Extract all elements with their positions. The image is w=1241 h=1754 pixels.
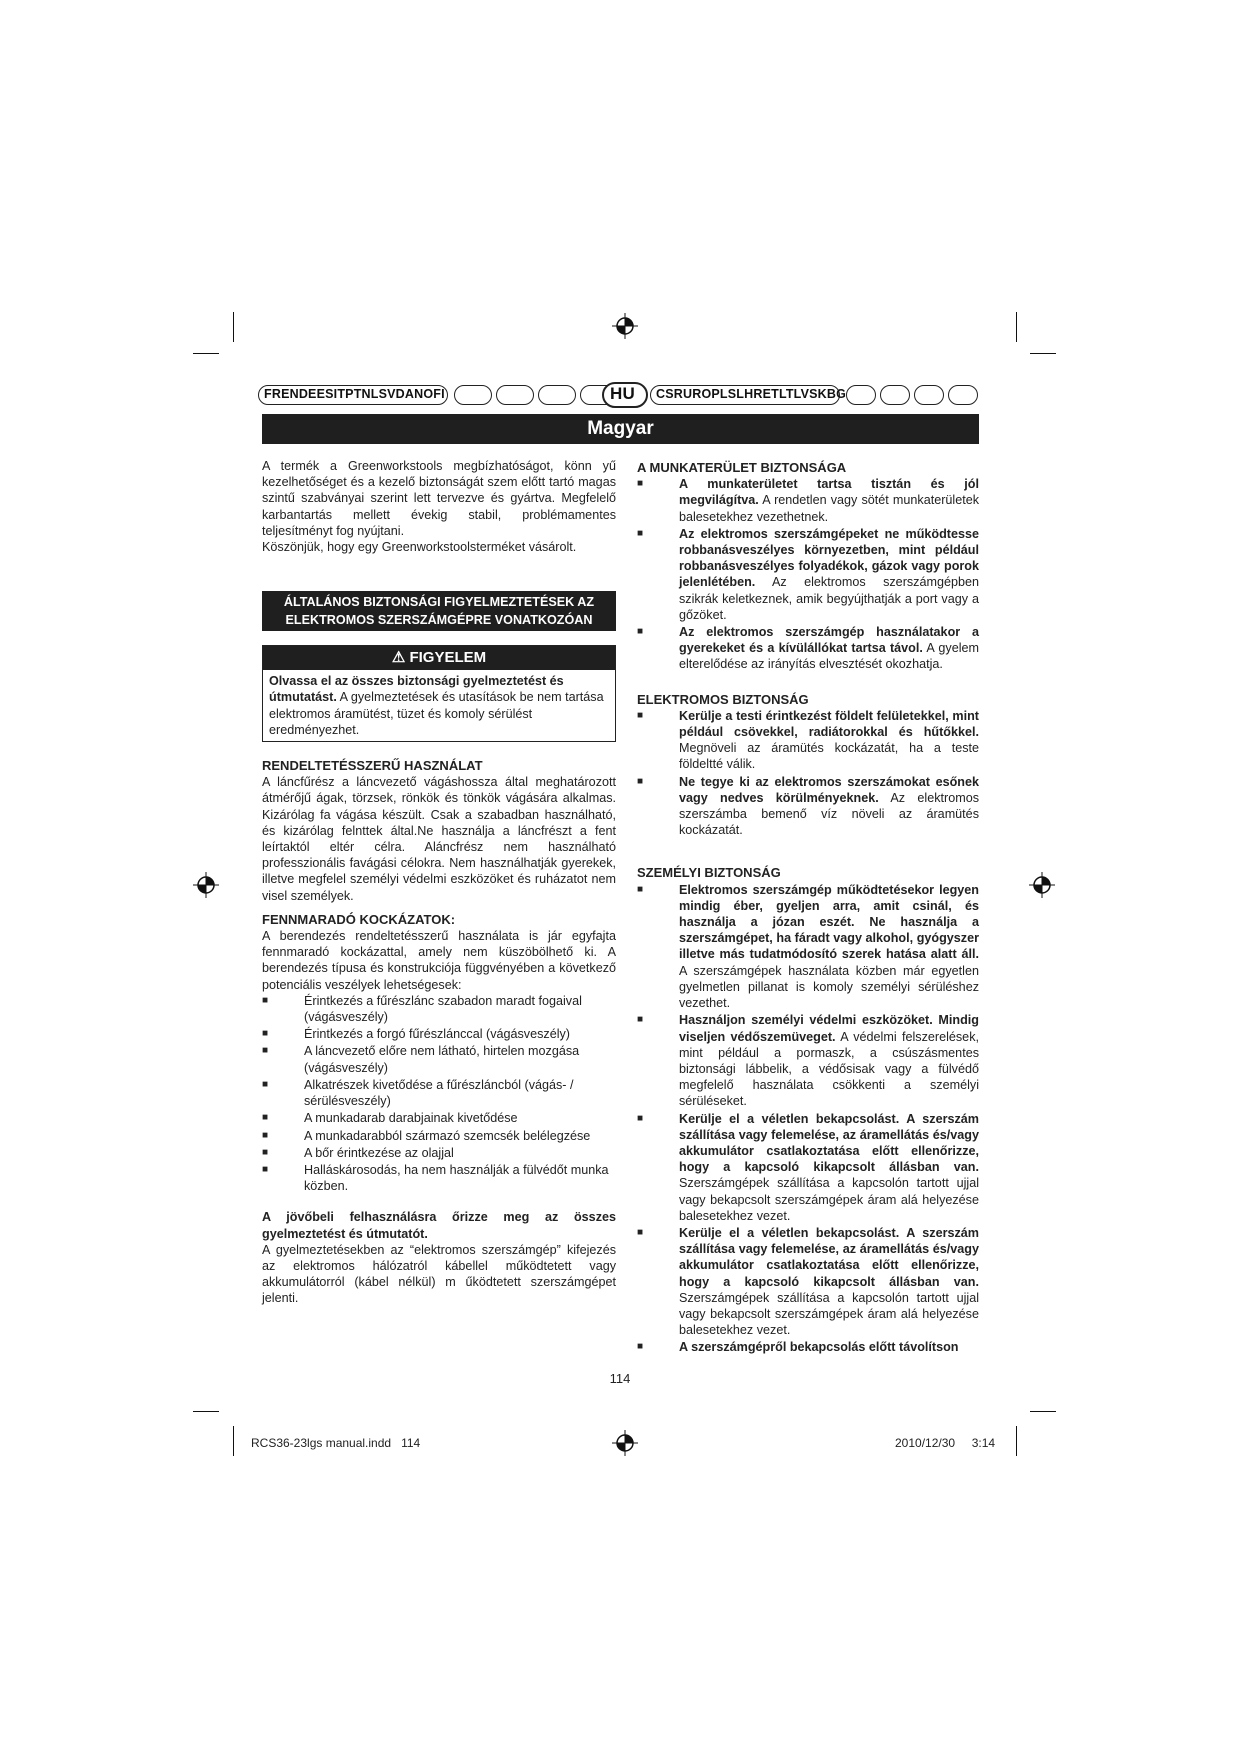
item-bold: Elektromos szerszámgép működtetésekor legyen mindig éber, gyeljen arra, amit csinál, és használja a józan eszét. Ne használja a szerszámgépet, ha fáradt vagy alkohol, gyógyszer illetve más tudatmódosító szerek hatása alatt áll.: [679, 882, 979, 962]
list-item: [637, 1339, 979, 1355]
item-text: A gyelem elterelődése az irányítás elvesztését okozhatja.: [679, 641, 979, 672]
page-number: 114: [609, 1371, 631, 1386]
thanks-paragraph: Köszönjük, hogy egy Greenworkstoolsterméket vásárolt.: [262, 540, 577, 555]
warning-box: [262, 645, 616, 742]
language-pill: [538, 385, 576, 405]
warning-text: A gyelmeztetések és utasítások be nem tartása elektromos áramütést, tüzet és komoly sérülést eredményezhet.: [269, 690, 604, 737]
intro-paragraph: A termék a Greenworkstools megbízhatóságot, könn yű kezelhetőséget és a kezelő biztonságát szem előtt tartó magas szintű szabványai szerint lett tervezve és gyártva. Megfelelő karbantartás mellett évekig stabil, problémamentes teljesítményt fog nyújtani.: [262, 459, 616, 538]
work-area-list: [637, 476, 979, 672]
residual-risks-list: [262, 993, 616, 1194]
list-item: [637, 476, 979, 525]
work-area-title: A MUNKATERÜLET BIZTONSÁGA: [637, 460, 847, 475]
crop-mark: [1030, 1411, 1056, 1412]
item-bold: Az elektromos szerszámgép használatakor a gyerekeket és a kívülállókat tartsa távol.: [679, 625, 979, 656]
list-item: [637, 526, 979, 623]
list-item: ■ A munkadarab darabjainak kivetődése: [262, 1110, 616, 1126]
item-bold: Ne tegye ki az elektromos szerszámokat esőnek vagy nedves körülményeknek.: [679, 774, 979, 805]
item-text: Az elektromos szerszámgépben szikrák keletkeznek, amik begyújthatják a port vagy a gőzöket.: [679, 575, 979, 622]
personal-safety-title: SZEMÉLYI BIZTONSÁG: [637, 865, 781, 881]
item-bold: Az elektromos szerszámgépeket ne működtesse robbanásveszélyes környezetben, mint például robbanásveszélyes folyadékok, gázok vagy porok jelenlétében.: [679, 526, 979, 590]
list-item: ■ A munkadarabból származó szemcsék belélegzése: [262, 1128, 616, 1144]
warning-header: [263, 646, 615, 670]
registration-mark-icon: [612, 1430, 638, 1456]
item-text: Megnöveli az áramütés kockázatát, ha a teste földeltté válik.: [679, 741, 979, 772]
registration-mark-icon: [193, 872, 219, 898]
item-text: A szerszámgépek használata közben már egyetlen gyelmetlen pillanat is komoly személyi sérüléshez vezethet.: [679, 963, 979, 1011]
list-item: ■ A láncvezető előre nem látható, hirtelen mozgása (vágásveszély): [262, 1043, 616, 1075]
item-bold: A munkaterületet tartsa tisztán és jól megvilágítva.: [679, 477, 979, 508]
registration-mark-icon: [612, 313, 638, 339]
crop-mark: [1030, 353, 1056, 354]
footer-date: 2010/12/30 3:14: [895, 1436, 996, 1450]
language-pill: [880, 385, 910, 405]
keep-instructions-text: A gyelmeztetésekben az “elektromos szerszámgép” kifejezés az elektromos hálózatról kábellel működtetett vagy akkumulátorról (kábel nélkül) m űködtetett szerszámgépet jelenti.: [262, 1242, 616, 1306]
language-current: HU: [610, 384, 635, 403]
personal-safety-list: [637, 882, 979, 1356]
list-item: [637, 774, 979, 839]
registration-mark-icon: [1029, 872, 1055, 898]
list-item: [637, 882, 979, 1012]
item-text: Szerszámgépek szállítása a kapcsolón tartott ujjal vagy bekapcsolt szerszámgépek áram alá helyezése balesetekhez vezet.: [679, 1176, 979, 1223]
footer-file: RCS36-23lgs manual.indd 114: [251, 1436, 421, 1450]
language-pill: [454, 385, 492, 405]
language-pill: [948, 385, 978, 405]
language-pill: [496, 385, 534, 405]
warning-title: FIGYELEM: [409, 649, 487, 667]
list-item: [637, 708, 979, 773]
list-item: ■ Halláskárosodás, ha nem használják a fülvédőt munka közben.: [262, 1162, 616, 1194]
item-text: Az elektromos szerszámba bemenő víz növeli az áramütés kockázatát.: [679, 790, 979, 838]
intended-use-text: A láncfűrész a láncvezető vágáshossza által meghatározott átmérőjű ágak, törzsek, rönkök és tönkök vágására alkalmas. Kizárólag fa vágása készült. Csak a szabadban használható, és kizárólag felnttek által.Ne használja a láncfrészt a fent leírtaktól eltér célra. Aláncfrész nem használható professzionális favágási célokra. Nem használhatják gyerekek, illetve megfelel személyi védelmi eszközöket és ruházatot nem visel személyek.: [262, 775, 616, 903]
language-pill: [846, 385, 876, 405]
page-title: Magyar: [262, 414, 979, 444]
list-item: [637, 1111, 979, 1224]
language-bar: [258, 385, 980, 407]
warning-bold-text: Olvassa el az összes biztonsági gyelmeztetést és útmutatást.: [269, 674, 564, 705]
list-item: ■ Érintkezés a fűrészlánc szabadon maradt fogaival (vágásveszély): [262, 993, 616, 1025]
language-codes-left: FRENDEESITPTNLSVDANOFI: [264, 387, 445, 401]
list-item: [637, 1225, 979, 1338]
intended-use-title: RENDELTETÉSSZERŰ HASZNÁLAT: [262, 758, 483, 774]
list-item: ■ A bőr érintkezése az olajjal: [262, 1145, 616, 1161]
crop-mark: [1016, 1426, 1017, 1456]
list-item: [637, 1012, 979, 1109]
item-bold: Kerülje a testi érintkezést földelt felületekkel, mint például csövekkel, radiátorokkal és hűtőkkel.: [679, 708, 979, 740]
keep-instructions-bold: A jövőbeli felhasználásra őrizze meg az összes gyelmeztetést és útmutatót.: [262, 1210, 616, 1241]
crop-mark: [233, 312, 234, 342]
warning-body: [263, 670, 615, 741]
general-safety-header: ÁLTALÁNOS BIZTONSÁGI FIGYELMEZTETÉSEK AZ ELEKTROMOS SZERSZÁMGÉPRE VONATKOZÓAN: [262, 591, 616, 631]
item-bold: A szerszámgépről bekapcsolás előtt távolítson: [679, 1340, 959, 1355]
crop-mark: [1016, 312, 1017, 342]
list-item: ■ Alkatrészek kivetődése a fűrészláncból (vágás- / sérülésveszély): [262, 1077, 616, 1109]
item-bold: Használjon személyi védelmi eszközöket. Mindig viseljen védőszemüveget.: [679, 1013, 979, 1044]
left-column: [262, 458, 616, 1307]
electrical-safety-list: [637, 708, 979, 839]
right-column: [637, 460, 979, 1357]
residual-risks-text: A berendezés rendeltetésszerű használata is jár egyfajta fennmaradó kockázattal, amely nem küszöbölhető ki. A berendezés típusa és konstrukciója függvényében a következő potenciális veszélyek lehetségesek:: [262, 929, 616, 992]
item-bold: Kerülje el a véletlen bekapcsolást. A szerszám szállítása vagy felemelése, az áramellátás és/vagy akkumulátor csatlakoztatása előtt ellenőrizze, hogy a kapcsoló kikapcsolt állásban van.: [679, 1111, 979, 1175]
item-text: A védelmi felszerelések, mint például a pormaszk, a csúszásmentes biztonsági lábbelik, a védősisak vagy a fülvédő megfelelő használata csökkenti a személyi sérüléseket.: [679, 1029, 979, 1109]
crop-mark: [193, 353, 219, 354]
residual-risks-title: FENNMARADÓ KOCKÁZATOK:: [262, 911, 456, 927]
language-codes-right: CSRUROPLSLHRETLTLVSKBG: [656, 387, 847, 401]
item-bold: Kerülje el a véletlen bekapcsolást. A szerszám szállítása vagy felemelése, az áramellátás és/vagy akkumulátor csatlakoztatása előtt ellenőrizze, hogy a kapcsoló kikapcsolt állásban van.: [679, 1225, 979, 1289]
crop-mark: [193, 1411, 219, 1412]
item-text: A rendetlen vagy sötét munkaterületek balesetekhez vezethetnek.: [679, 493, 979, 524]
language-pill: [914, 385, 944, 405]
crop-mark: [233, 1426, 234, 1456]
item-text: Szerszámgépek szállítása a kapcsolón tartott ujjal vagy bekapcsolt szerszámgépek áram alá helyezése balesetekhez vezet.: [679, 1290, 979, 1338]
electrical-safety-title: ELEKTROMOS BIZTONSÁG: [637, 691, 809, 707]
list-item: ■ Érintkezés a forgó fűrészlánccal (vágásveszély): [262, 1026, 616, 1042]
list-item: [637, 624, 979, 673]
warning-triangle-icon: ⚠: [391, 649, 406, 667]
